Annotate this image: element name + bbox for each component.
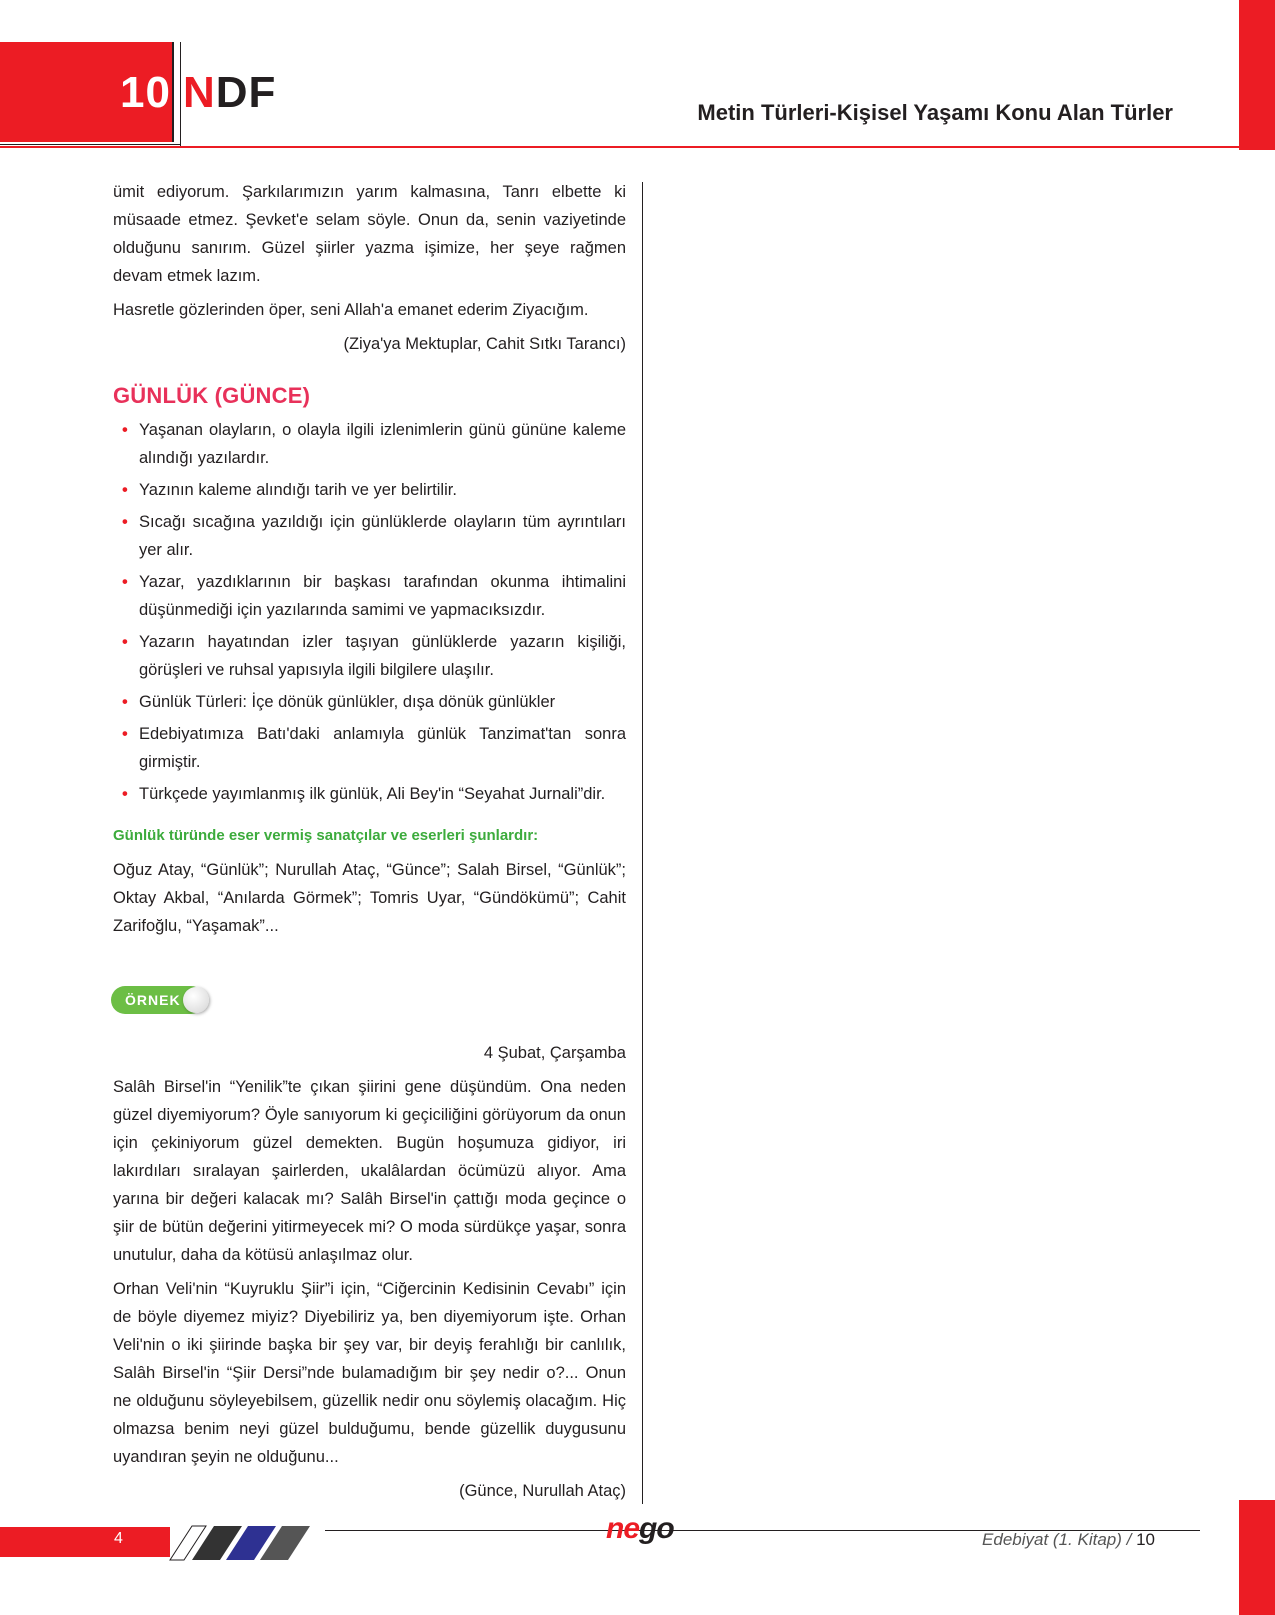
bullet-dot-icon: •: [122, 693, 128, 711]
header-divider: [172, 42, 174, 142]
example-badge: [111, 986, 209, 1016]
toggle-knob-icon: [183, 987, 209, 1013]
bullet-dot-icon: •: [122, 725, 128, 743]
header-rule-dark: [0, 144, 180, 145]
bullet-item: [122, 508, 626, 564]
page-number: 4: [114, 1530, 123, 1547]
intro-source: (Ziya'ya Mektuplar, Cahit Sıtkı Tarancı): [343, 335, 626, 353]
example-paragraph-1: Salâh Birsel'in “Yenilik”te çıkan şiirini gene düşündüm. Ona neden güzel diyemiyorum? Öyle sanıyorum ki geçiciliğini görüyorum da onun için çekiniyorum güzel demekten. Bugün hoşumuza gidiyor, iri lakırdıları sıralayan şairlerden, ukalâlardan öcümüzü alıyor. Ama yarına bir değeri kalacak mı? Salâh Birsel'in çattığı moda geçince o şiir de bütün değerini yitirmeyecek mi? O moda sürdükçe yaşar, sonra unutulur, daha da kötüsü anlaşılmaz olur.: [113, 1078, 626, 1264]
publisher-logo-dark: go: [639, 1512, 674, 1545]
header-right-accent: [1239, 0, 1275, 150]
bullet-text: Yazının kaleme alındığı tarih ve yer belirtilir.: [139, 481, 457, 499]
bullet-dot-icon: •: [122, 513, 128, 531]
section-heading: GÜNLÜK (GÜNCE): [113, 383, 311, 408]
intro-paragraph-1: ümit ediyorum. Şarkılarımızın yarım kalmasına, Tanrı elbette ki müsaade etmez. Şevket'e selam söyle. Onun da, senin vaziyetinde olduğunu sanırım. Güzel şiirler yazma işimize, her şeye rağmen devam etmek lazım.: [113, 183, 626, 285]
bullet-dot-icon: •: [122, 481, 128, 499]
bullet-dot-icon: •: [122, 421, 128, 439]
column-divider: [642, 182, 643, 1504]
bullet-item: [122, 416, 626, 472]
bullet-text: Günlük Türleri: İçe dönük günlükler, dışa dönük günlükler: [139, 693, 556, 711]
header-divider-thin: [180, 42, 181, 146]
bullet-text: Türkçede yayımlanmış ilk günlük, Ali Bey'in “Seyahat Jurnali”dir.: [139, 785, 606, 803]
bullet-text: Sıcağı sıcağına yazıldığı için günlüklerde olayların tüm ayrıntıları yer alır.: [139, 513, 626, 559]
bullet-dot-icon: •: [122, 785, 128, 803]
page-title: Metin Türleri-Kişisel Yaşamı Konu Alan Türler: [697, 100, 1173, 125]
example-paragraph-2: Orhan Veli'nin “Kuyruklu Şiir”i için, “Ciğercinin Kedisinin Cevabı” için de böyle diyemez miyiz? Diyebiliriz ya, ben diyemiyorum işte. Orhan Veli'nin o iki şiirinde başka bir şey var, bir deyiş ferahlığı bir canlılık, Salâh Birsel'in “Şiir Dersi”nde bulamadığım bir şey nedir o?... Onun ne olduğunu söyleyebilsem, güzellik nedir onu söylemiş olacağım. Hiç olmazsa benim neyi güzel bulduğumu, bende güzellik duygusunu uyandıran şeyin ne olduğunu...: [113, 1280, 626, 1466]
header-brand-df: DF: [215, 68, 277, 117]
section-bullet-list: [113, 416, 626, 808]
bullet-item: [122, 720, 626, 776]
authors-paragraph: Oğuz Atay, “Günlük”; Nurullah Ataç, “Günce”; Salah Birsel, “Günlük”; Oktay Akbal, “Anılarda Görmek”; Tomris Uyar, “Gündökümü”; Cahit Zarifoğlu, “Yaşamak”...: [113, 861, 626, 935]
bullet-text: Yaşanan olayların, o olayla ilgili izlenimlerin günü gününe kaleme alındığı yazılardır.: [139, 421, 626, 467]
header-brand: [183, 68, 276, 118]
authors-heading: Günlük türünde eser vermiş sanatçılar ve eserleri şunlardır:: [113, 827, 539, 844]
footer-stripes-icon: [166, 1522, 326, 1562]
header-brand-n: N: [183, 68, 216, 117]
example-badge-label: ÖRNEK: [125, 992, 181, 1008]
bullet-dot-icon: •: [122, 573, 128, 591]
footer-right-accent: [1239, 1500, 1275, 1615]
content-column: [113, 178, 626, 1511]
publisher-logo-red: ne: [606, 1512, 640, 1545]
example-source: (Günce, Nurullah Ataç): [459, 1482, 626, 1500]
bullet-text: Yazarın hayatından izler taşıyan günlüklerde yazarın kişiliği, görüşleri ve ruhsal yapısıyla ilgili bilgilere ulaşılır.: [139, 633, 626, 679]
bullet-item: [122, 628, 626, 684]
header-grade: 10: [120, 68, 171, 117]
header-rule: [0, 146, 1240, 148]
bullet-item: [122, 476, 626, 504]
book-grade: 10: [1136, 1530, 1155, 1549]
bullet-item: [122, 688, 626, 716]
bullet-text: Edebiyatımıza Batı'daki anlamıyla günlük Tanzimat'tan sonra girmiştir.: [139, 725, 626, 771]
example-date: 4 Şubat, Çarşamba: [483, 1044, 626, 1062]
bullet-text: Yazar, yazdıklarının bir başkası tarafından okunma ihtimalini düşünmediği için yazılarında samimi ve yapmacıksızdır.: [139, 573, 626, 619]
book-title: Edebiyat (1. Kitap) /: [982, 1530, 1132, 1549]
book-label: [982, 1530, 1155, 1550]
footer-page-block: [0, 1527, 170, 1557]
bullet-item: [122, 568, 626, 624]
bullet-item: [122, 780, 626, 808]
publisher-logo: [606, 1512, 674, 1546]
intro-paragraph-2: Hasretle gözlerinden öper, seni Allah'a emanet ederim Ziyacığım.: [113, 301, 589, 319]
bullet-dot-icon: •: [122, 633, 128, 651]
